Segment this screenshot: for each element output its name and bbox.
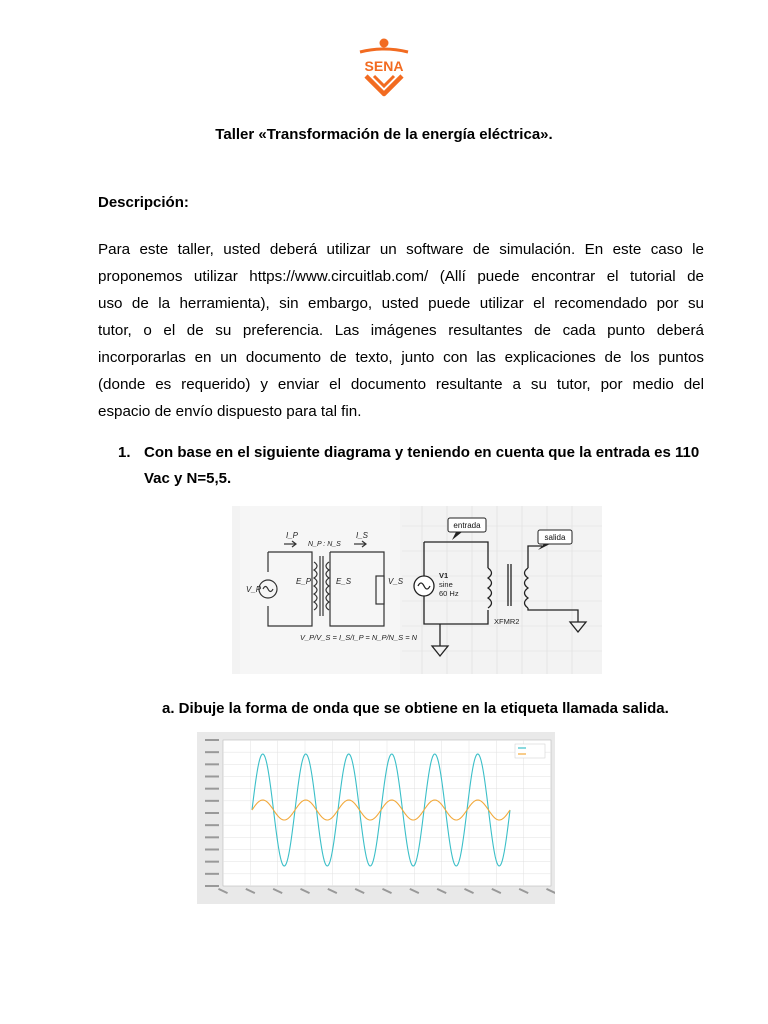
sub-item-a: a. Dibuje la forma de onda que se obtiene en la etiqueta llamada salida. xyxy=(162,700,669,717)
label-ip: I_P xyxy=(286,531,299,540)
label-is: I_S xyxy=(356,531,369,540)
source-type: sine xyxy=(439,580,453,589)
document-title: Taller «Transformación de la energía eléctrica». xyxy=(215,126,553,143)
label-vs: V_S xyxy=(388,577,404,586)
label-np-ns: N_P : N_S xyxy=(308,541,341,548)
transformer-name: XFMR2 xyxy=(494,617,520,626)
description-line: Para este taller, usted deberá utilizar un software de simulación. En este caso le xyxy=(98,241,704,258)
legend xyxy=(515,744,545,758)
list-item-number: 1. xyxy=(118,444,131,461)
label-vp: V_P xyxy=(246,585,262,594)
description-line: proponemos utilizar https://www.circuitlab.com/ (Allí puede encontrar el tutorial de xyxy=(98,268,704,285)
label-ep: E_P xyxy=(296,577,312,586)
description-line: espacio de envío dispuesto para tal fin. xyxy=(98,403,362,420)
description-heading: Descripción: xyxy=(98,194,189,211)
entrada-label: entrada xyxy=(453,521,481,530)
label-es: E_S xyxy=(336,577,352,586)
list-item-text: Con base en el siguiente diagrama y teniendo en cuenta que la entrada es 110 Vac y N=5,5. xyxy=(144,444,700,487)
logo-text: SENA xyxy=(364,58,404,74)
sena-logo xyxy=(352,38,416,100)
waveform-plot xyxy=(197,732,555,904)
source-frequency: 60 Hz xyxy=(439,589,459,598)
transformer-formula: V_P/V_S = I_S/I_P = N_P/N_S = N xyxy=(300,633,418,642)
salida-label: salida xyxy=(544,533,566,542)
ideal-transformer-schematic xyxy=(240,506,400,674)
salida-tag xyxy=(538,530,572,550)
source-name: V1 xyxy=(439,571,449,580)
entrada-tag xyxy=(448,518,486,540)
description-line: (donde es requerido) y enviar el documento resultante a su tutor, por medio del xyxy=(98,376,704,393)
description-paragraph xyxy=(98,236,704,425)
description-line: tutor, o el de su preferencia. Las imágenes resultantes de cada punto deberá xyxy=(98,322,704,339)
transformer-diagram xyxy=(232,506,602,674)
circuitlab-schematic xyxy=(414,542,586,656)
description-line: incorporarlas en un documento de texto, junto con las explicaciones de los puntos xyxy=(98,349,704,366)
description-line: uso de la herramienta), sin embargo, usted puede utilizar el recomendado por su xyxy=(98,295,704,312)
